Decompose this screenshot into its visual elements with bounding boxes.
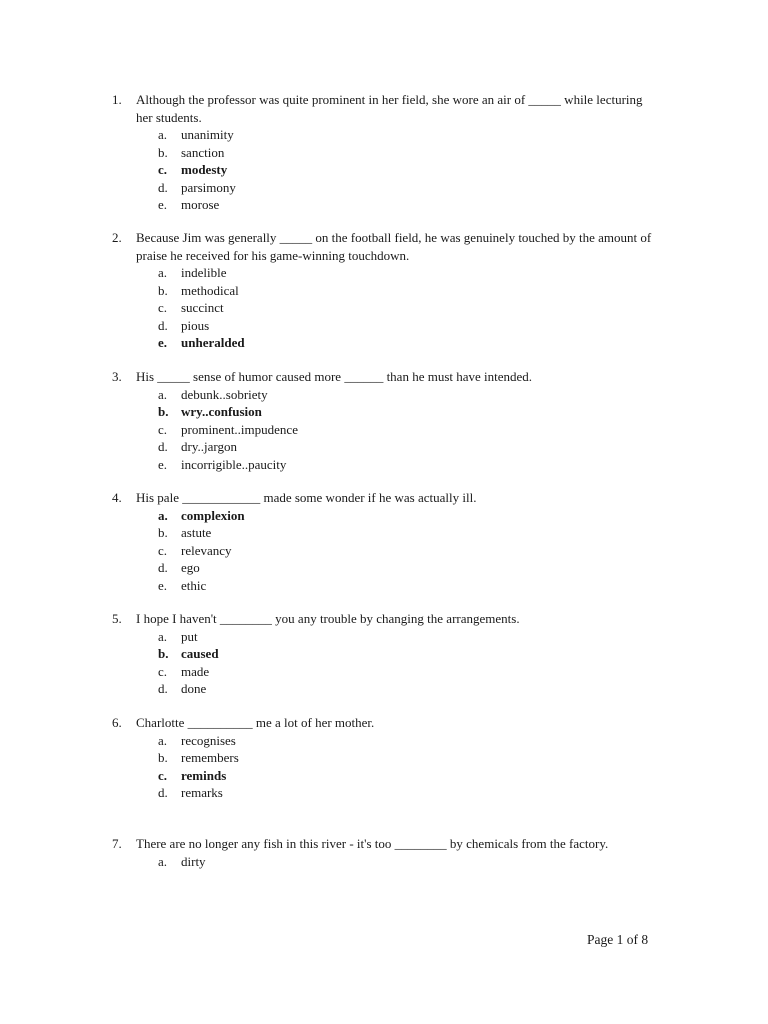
answer-option-c	[158, 663, 652, 681]
option-text: complexion	[181, 507, 245, 523]
option-letter: d.	[158, 439, 168, 454]
question-number: 2.	[112, 230, 122, 245]
answer-option-c-correct	[158, 767, 652, 785]
option-text: parsimony	[181, 179, 236, 195]
answer-option-d	[158, 317, 652, 335]
question-text: I hope I haven't ________ you any trouble by changing the arrangements.	[136, 611, 520, 626]
answer-option-b	[158, 749, 652, 767]
question-4	[112, 489, 652, 607]
option-letter: e.	[158, 335, 168, 350]
question-number: 6.	[112, 715, 122, 730]
answer-option-b-correct	[158, 645, 652, 663]
option-text: put	[181, 628, 198, 644]
question-text: Because Jim was generally _____ on the football field, he was genuinely touched by the amount of praise he received for his game-winning touchdown.	[136, 230, 652, 263]
option-text: caused	[181, 646, 219, 661]
answer-option-e	[158, 196, 652, 214]
question-number: 7.	[112, 836, 122, 851]
answer-option-e-correct	[158, 334, 652, 352]
answer-options	[158, 386, 652, 474]
question-text: Although the professor was quite prominent in her field, she wore an air of _____ while lecturing her students.	[136, 92, 643, 125]
option-text: made	[181, 663, 210, 679]
option-letter: e.	[158, 577, 168, 593]
option-letter: b.	[158, 525, 168, 540]
answer-option-b	[158, 524, 652, 542]
option-text: unheralded	[181, 335, 245, 350]
option-letter: a.	[158, 265, 168, 280]
option-letter: a.	[158, 853, 168, 869]
option-text: incorrigible..paucity	[181, 456, 287, 472]
option-text: succinct	[181, 300, 224, 315]
question-text: His pale ____________ made some wonder if he was actually ill.	[136, 490, 477, 505]
option-letter: d.	[158, 560, 168, 575]
answer-option-c	[158, 542, 652, 560]
answer-option-a-correct	[158, 507, 652, 525]
option-letter: c.	[158, 421, 168, 437]
option-text: wry..confusion	[181, 404, 262, 419]
question-6	[112, 714, 652, 815]
option-text: methodical	[181, 282, 239, 298]
answer-option-a	[158, 126, 652, 144]
answer-option-b-correct	[158, 403, 652, 421]
option-text: relevancy	[181, 542, 232, 558]
option-letter: e.	[158, 456, 168, 472]
answer-options	[158, 853, 652, 871]
answer-option-d	[158, 680, 652, 698]
option-text: morose	[181, 197, 220, 212]
answer-option-a	[158, 732, 652, 750]
question-5	[112, 610, 652, 711]
page-number: Page 1 of 8	[587, 932, 649, 947]
answer-option-a	[158, 853, 652, 871]
option-text: astute	[181, 525, 212, 540]
answer-options	[158, 732, 652, 802]
answer-option-d	[158, 559, 652, 577]
option-letter: e.	[158, 197, 168, 212]
option-letter: d.	[158, 681, 168, 696]
option-letter: a.	[158, 127, 168, 142]
answer-options	[158, 126, 652, 214]
answer-options	[158, 507, 652, 595]
option-letter: a.	[158, 386, 168, 402]
option-letter: a.	[158, 507, 168, 523]
option-letter: a.	[158, 732, 168, 748]
option-letter: b.	[158, 144, 168, 160]
question-3	[112, 368, 652, 486]
answer-option-c-correct	[158, 161, 652, 179]
answer-options	[158, 264, 652, 352]
question-7	[112, 835, 652, 883]
option-letter: b.	[158, 282, 168, 298]
option-letter: c.	[158, 542, 168, 558]
answer-option-e	[158, 577, 652, 595]
question-number: 1.	[112, 92, 122, 107]
option-text: debunk..sobriety	[181, 386, 268, 402]
option-text: remembers	[181, 750, 239, 765]
option-letter: d.	[158, 317, 168, 333]
option-letter: b.	[158, 750, 168, 765]
option-text: dirty	[181, 853, 206, 869]
answer-option-d	[158, 179, 652, 197]
question-text: There are no longer any fish in this river - it's too ________ by chemicals from the factory.	[136, 836, 609, 851]
option-text: prominent..impudence	[181, 421, 298, 437]
question-1	[112, 91, 652, 227]
option-text: sanction	[181, 144, 225, 160]
question-number: 4.	[112, 490, 122, 505]
question-2	[112, 229, 652, 365]
answer-option-b	[158, 144, 652, 162]
answer-options	[158, 628, 652, 698]
option-letter: b.	[158, 646, 169, 661]
option-text: dry..jargon	[181, 439, 237, 454]
option-text: ego	[181, 560, 200, 575]
question-number: 3.	[112, 369, 122, 384]
option-text: pious	[181, 317, 210, 333]
option-text: modesty	[181, 162, 228, 177]
option-letter: a.	[158, 628, 168, 644]
answer-option-a	[158, 264, 652, 282]
option-text: remarks	[181, 785, 223, 800]
option-text: recognises	[181, 732, 236, 748]
option-text: reminds	[181, 767, 227, 783]
question-text: Charlotte __________ me a lot of her mother.	[136, 715, 375, 730]
option-text: unanimity	[181, 127, 234, 142]
answer-option-c	[158, 421, 652, 439]
answer-option-b	[158, 282, 652, 300]
question-number: 5.	[112, 611, 122, 626]
option-letter: c.	[158, 767, 168, 783]
option-text: indelible	[181, 265, 227, 280]
answer-option-d	[158, 438, 652, 456]
option-letter: c.	[158, 162, 168, 177]
option-text: done	[181, 681, 207, 696]
option-text: ethic	[181, 577, 207, 593]
question-text: His _____ sense of humor caused more ______ than he must have intended.	[136, 369, 533, 384]
option-letter: c.	[158, 663, 168, 679]
answer-option-a	[158, 628, 652, 646]
answer-option-c	[158, 299, 652, 317]
answer-option-a	[158, 386, 652, 404]
answer-option-d	[158, 784, 652, 802]
option-letter: b.	[158, 404, 169, 419]
option-letter: d.	[158, 179, 168, 195]
option-letter: c.	[158, 300, 168, 315]
answer-option-e	[158, 456, 652, 474]
option-letter: d.	[158, 785, 168, 800]
